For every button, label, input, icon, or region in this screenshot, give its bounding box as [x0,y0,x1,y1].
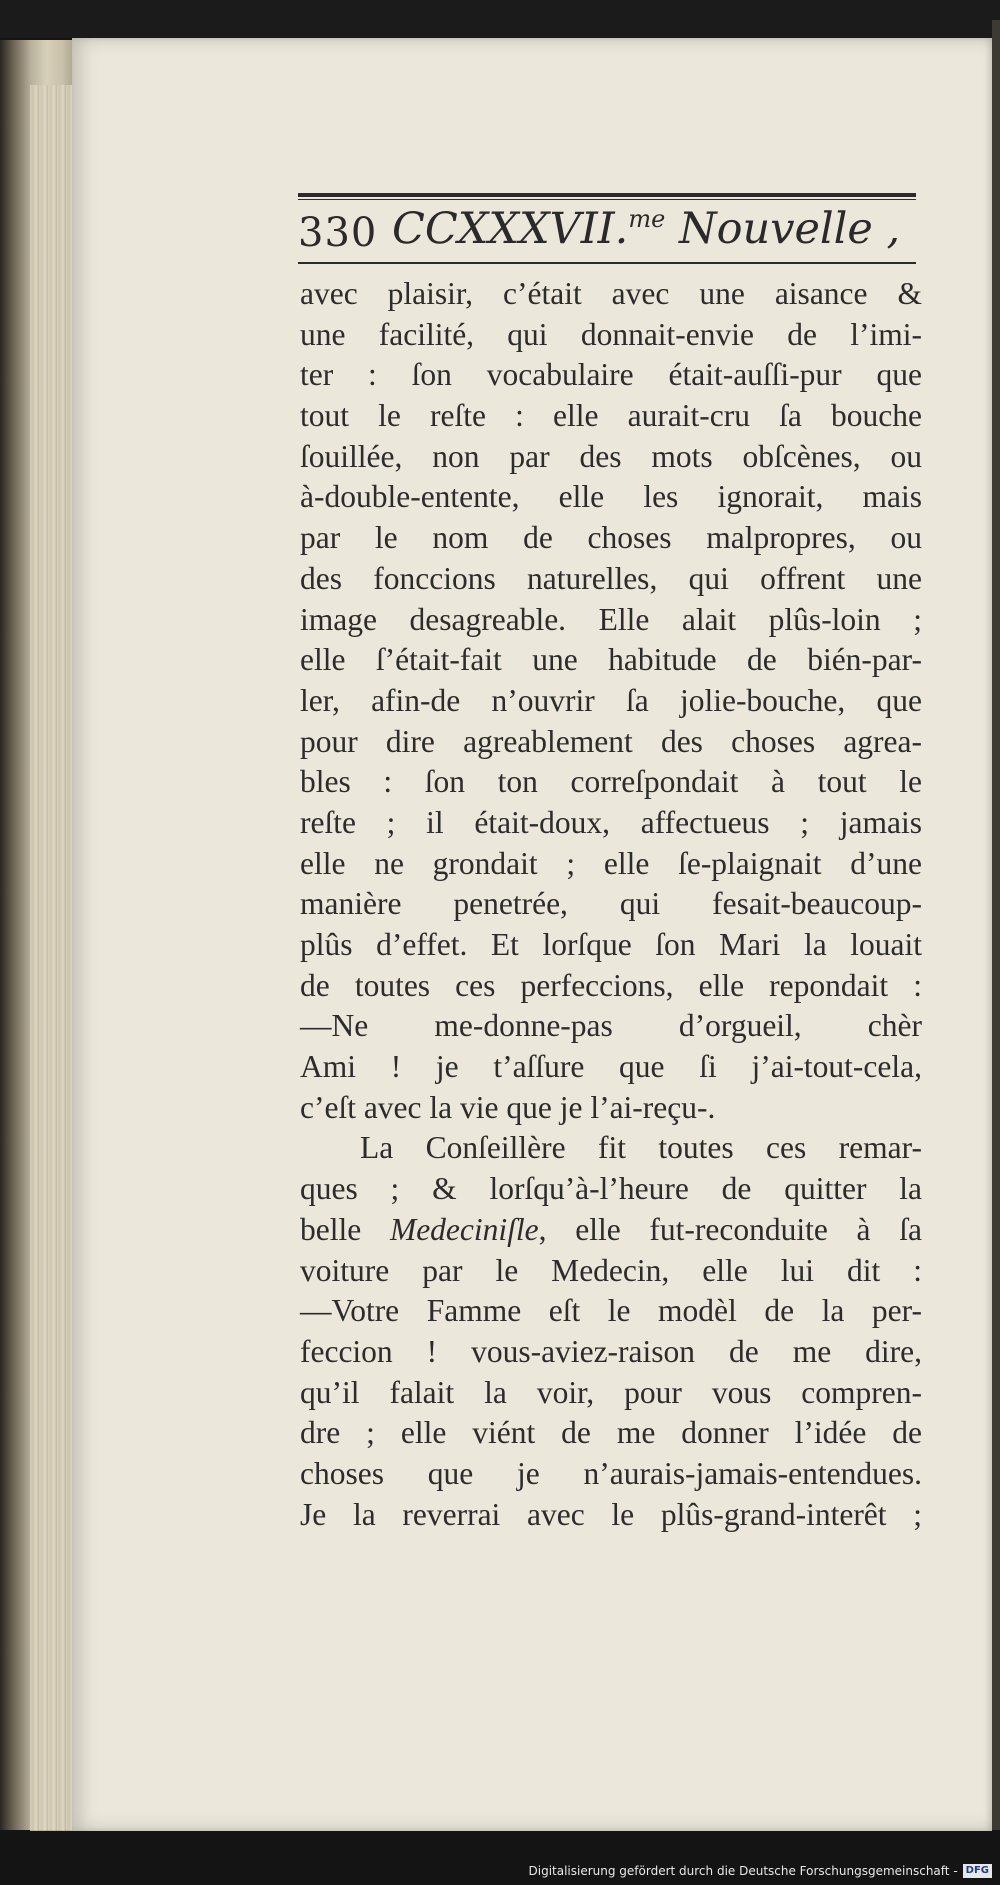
text-line: —Ne me-donne-pas d’orgueil, chèr [300,1008,922,1044]
dfg-logo: DFG [963,1864,992,1878]
text-line: voiture par le Medecin, elle lui dit : [300,1252,922,1288]
page-edge-texture [30,85,78,1865]
book-page-edges [0,40,78,1830]
page-number: 330 [298,210,378,256]
text-line: à-double-entente, elle les ignorait, mais [300,479,922,515]
running-title-superscript: me [628,205,666,233]
text-line: dre ; elle viént de me donner l’idée de [300,1415,922,1451]
digitization-credit [529,1864,993,1878]
text-line: ler, afin-de n’ouvrir ſa jolie-bouche, que [300,682,922,718]
text-line: reſte ; il était-doux, affectueus ; jamais [300,804,922,840]
text-line: des fonccions naturelles, qui offrent une [300,560,922,596]
header-rule-bottom [298,262,916,264]
text-line: elle ne grondait ; elle ſe-plaignait d’une [300,845,922,881]
text-line: feccion ! vous-aviez-raison de me dire, [300,1333,922,1369]
text-line: tout le reſte : elle aurait-cru ſa bouche [300,398,922,434]
text-line: manière penetrée, qui fesait-beaucoup- [300,886,922,922]
credit-text: Digitalisierung gefördert durch die Deutsche Forschungsgemeinschaft - [528,1864,958,1878]
text-line: qu’il falait la voir, pour vous compren- [300,1374,922,1410]
text-line-with-italic [300,1210,922,1251]
text-line: ſouillée, non par des mots obſcènes, ou [300,438,922,474]
text-line: plûs d’effet. Et lorſque ſon Mari la louait [300,927,922,962]
text-line: pour dire agreablement des choses agrea- [300,723,922,759]
text-line: Ami ! je t’aſſure que ſi j’ai-tout-cela, [300,1049,922,1085]
text-line: image desagreable. Elle alait plûs-loin ; [300,601,922,637]
text-line: —Votre Famme eſt le modèl de la per- [300,1293,922,1329]
text-line: avec plaisir, c’était avec une aisance & [300,276,922,311]
text-segment: , elle fut-reconduite à ſa [538,1211,922,1247]
text-line: choses que je n’aurais-jamais-entendues. [300,1455,922,1491]
text-line: une facilité, qui donnait-envie de l’imi- [300,316,922,352]
text-line-paragraph-end: c’eſt avec la vie que je l’ai-reçu-. [300,1089,716,1125]
text-line: Je la reverrai avec le plûs-grand-interêt ; [300,1496,922,1532]
italic-term: Medeciniſle [389,1211,539,1247]
text-line-paragraph-start: La Conſeillère fit toutes ces remar- [360,1130,922,1166]
book-right-edge [992,20,1000,1830]
running-title-end: Nouvelle , [665,204,901,254]
text-line: ques ; & lorſqu’à-l’heure de quitter la [300,1171,922,1207]
text-segment: belle [300,1211,390,1247]
running-title [392,204,900,254]
text-line: ter : ſon vocabulaire était-auſſi-pur que [300,357,922,393]
body-text [300,274,922,1535]
text-line: bles : ſon ton correſpondait à tout le [300,764,922,800]
running-title-main: CCXXXVII. [392,204,629,254]
scan-top-border [0,0,1000,38]
text-line: elle ſ’était-fait une habitude de bién-par- [300,642,922,678]
text-line: par le nom de choses malpropres, ou [300,520,922,556]
running-header [298,194,918,262]
text-line: de toutes ces perfeccions, elle repondait : [300,967,922,1003]
